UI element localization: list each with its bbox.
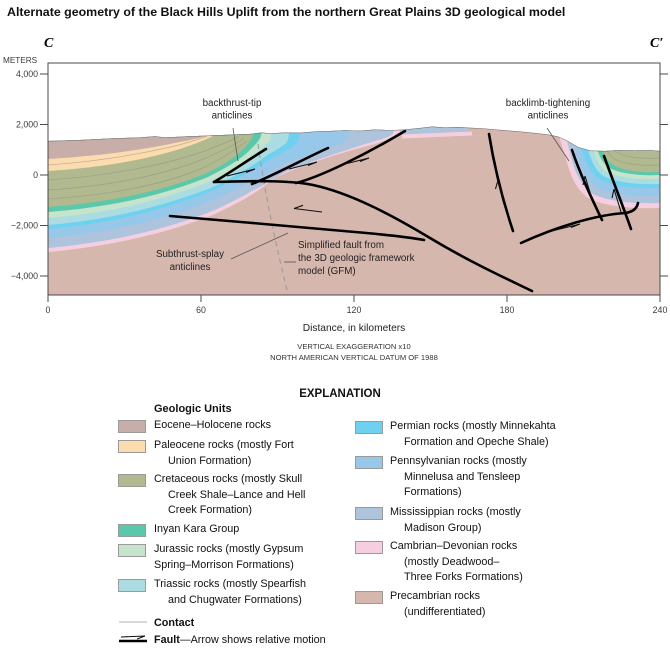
legend-item-line: Formations)	[404, 486, 462, 498]
legend-item-line: Cambrian–Devonian rocks	[390, 540, 518, 552]
legend-item-label	[154, 438, 294, 469]
backlimb-label-line2: anticlines	[527, 110, 569, 122]
legend-item-line: Eocene–Holocene rocks	[154, 419, 272, 431]
fault-label-bold: Fault	[154, 634, 180, 646]
contact-symbol	[118, 617, 148, 629]
legend-item-label	[390, 454, 527, 501]
y-tick: −2,000	[10, 220, 38, 231]
band-east-cretaceous	[596, 60, 660, 172]
legend-item-line: Spring–Morrison Formations)	[154, 558, 294, 571]
x-tick: 0	[45, 305, 51, 315]
y-axis-unit: METERS	[3, 56, 38, 65]
legend-item-label	[390, 505, 521, 536]
legend-item-line: (mostly Deadwood–	[404, 555, 500, 568]
legend-item-label	[154, 472, 305, 519]
legend-item-line: Three Forks Formations)	[404, 571, 523, 583]
legend-item-line: Madison Group)	[404, 521, 482, 534]
fault-symbol	[118, 633, 148, 645]
legend-swatch	[355, 507, 383, 520]
legend-item-label	[390, 419, 556, 450]
legend-item-label	[390, 589, 485, 620]
x-tick: 120	[346, 305, 362, 315]
contact-label: Contact	[154, 617, 195, 629]
legend-item-line: Formation and Opeche Shale)	[404, 435, 549, 448]
legend-swatch	[118, 474, 146, 487]
legend-item-line: Mississippian rocks (mostly	[390, 506, 521, 518]
legend-swatch	[118, 579, 146, 592]
gfm-label-line1: Simplified fault from	[298, 240, 385, 251]
section-start-label: C	[44, 36, 54, 51]
legend-item-label	[154, 418, 271, 434]
legend-swatch	[355, 591, 383, 604]
fault-legend-label	[154, 633, 326, 649]
legend-item-line: Minnelusa and Tensleep	[404, 470, 521, 483]
legend-item-line: Cretaceous rocks (mostly Skull	[154, 473, 303, 485]
section-end-label: C′	[650, 36, 664, 51]
geologic-units-heading: Geologic Units	[154, 403, 232, 415]
legend-swatch	[355, 421, 383, 434]
y-tick: 2,000	[15, 119, 38, 130]
legend-item-line: Inyan Kara Group	[154, 523, 240, 535]
legend-swatch	[118, 440, 146, 453]
legend-item-line: and Chugwater Formations)	[168, 593, 302, 606]
legend-item-line: Precambrian rocks	[390, 590, 481, 602]
subthrust-label-line1: Subthrust-splay	[155, 249, 225, 260]
vertical-exaggeration-note: VERTICAL EXAGGERATION x10	[297, 342, 411, 351]
legend-item-line: Triassic rocks (mostly Spearfish	[154, 578, 306, 590]
surface-cap-line	[596, 150, 660, 151]
legend-swatch	[118, 524, 146, 537]
subthrust-label-line2: anticlines	[169, 262, 211, 273]
y-tick-labels	[11, 69, 38, 281]
backlimb-label-line1: backlimb-tightening	[505, 98, 591, 109]
gfm-label-line2: the 3D geologic framework	[298, 253, 415, 264]
explanation-heading: EXPLANATION	[299, 388, 381, 400]
y-tick: 4,000	[15, 69, 38, 79]
fault-label-rest: —Arrow shows relative motion	[179, 634, 326, 646]
legend-item-line: Jurassic rocks (mostly Gypsum	[154, 543, 304, 555]
x-tick: 240	[652, 305, 668, 315]
legend-swatch	[118, 420, 146, 433]
legend-item-line: Creek Shale–Lance and Hell	[168, 488, 306, 501]
x-tick-labels	[46, 305, 668, 315]
legend-item-label	[154, 577, 306, 608]
x-tick: 180	[499, 305, 515, 315]
legend-item-line: Permian rocks (mostly Minnekahta	[390, 420, 556, 432]
legend-item-line: Pennsylvanian rocks (mostly	[390, 455, 527, 467]
x-tick: 60	[196, 305, 206, 315]
legend-item-line: Union Formation)	[168, 454, 252, 467]
legend-item-line: Creek Formation)	[168, 504, 252, 516]
figure-title: Alternate geometry of the Black Hills Uplift from the northern Great Plains 3D geological model	[7, 5, 566, 19]
legend-item-label	[390, 539, 523, 586]
legend-item-line: Paleocene rocks (mostly Fort	[154, 439, 294, 451]
x-axis-label: Distance, in kilometers	[302, 323, 406, 334]
y-tick: 0	[33, 170, 38, 180]
legend-item-label	[154, 522, 239, 538]
legend-item-label	[154, 542, 303, 573]
backthrust-label-line2: anticlines	[211, 110, 253, 122]
gfm-label-line3: model (GFM)	[298, 266, 356, 277]
legend-item-line: (undifferentiated)	[404, 605, 486, 618]
datum-note: NORTH AMERICAN VERTICAL DATUM OF 1988	[270, 353, 438, 362]
legend-swatch	[118, 544, 146, 557]
legend-swatch	[355, 456, 383, 469]
y-tick: −4,000	[10, 271, 38, 281]
legend-swatch	[355, 541, 383, 554]
backthrust-label-line1: backthrust-tip	[202, 98, 262, 109]
